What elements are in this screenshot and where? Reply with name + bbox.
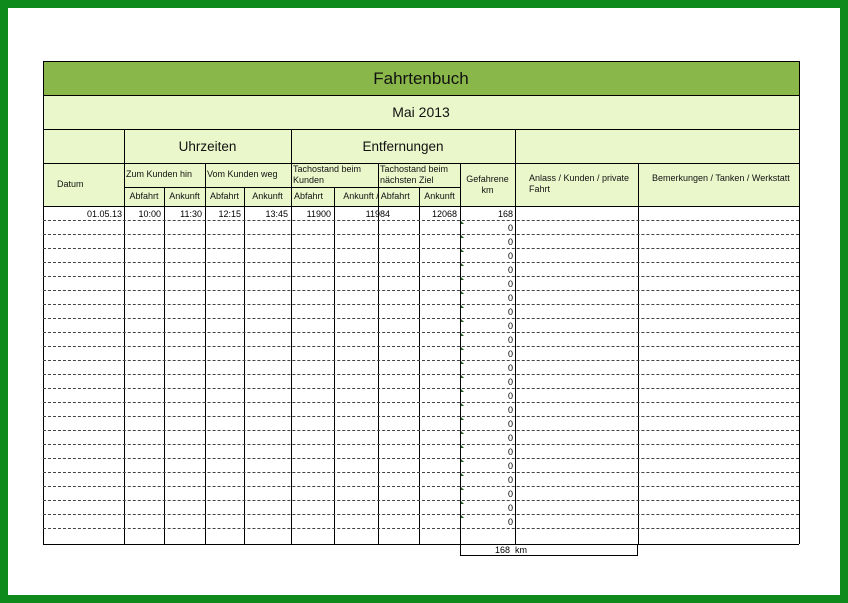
entry-arrive3: 12068 xyxy=(431,209,457,219)
formula-marker-icon xyxy=(461,375,464,378)
grid-hline xyxy=(43,360,799,361)
grid-vline xyxy=(164,187,165,544)
grid-hline xyxy=(43,402,799,403)
grid-hline xyxy=(43,163,799,164)
grid-hline xyxy=(43,290,799,291)
formula-marker-icon xyxy=(461,347,464,350)
grid-hline xyxy=(43,544,799,545)
grid-vline xyxy=(244,187,245,544)
km-value-empty: 0 xyxy=(507,391,513,401)
km-value-empty: 0 xyxy=(507,363,513,373)
total-unit: km xyxy=(515,545,527,555)
km-value-empty: 0 xyxy=(507,475,513,485)
sub-ankunft-1: Ankunft xyxy=(169,191,200,202)
grid-vline xyxy=(799,61,800,544)
formula-marker-icon xyxy=(461,389,464,392)
grid-hline xyxy=(43,486,799,487)
page xyxy=(8,8,840,595)
col-datum: Datum xyxy=(57,179,84,189)
grid-hline xyxy=(43,416,799,417)
col-gefahrene-km: Gefahrene km xyxy=(466,174,509,195)
km-value-empty: 0 xyxy=(507,265,513,275)
km-value-empty: 0 xyxy=(507,517,513,527)
grid-vline xyxy=(291,129,292,544)
sub-ankunft-3: Ankunft xyxy=(424,191,455,202)
formula-marker-icon xyxy=(461,501,464,504)
col-bemerkungen: Bemerkungen / Tanken / Werkstatt xyxy=(652,173,790,183)
group-entfernungen: Entfernungen xyxy=(362,138,444,154)
formula-marker-icon xyxy=(461,361,464,364)
formula-marker-icon xyxy=(461,249,464,252)
entry-arrive1: 11:30 xyxy=(180,209,202,219)
grid-hline xyxy=(43,388,799,389)
formula-marker-icon xyxy=(461,403,464,406)
grid-vline xyxy=(124,129,125,544)
col-tachostand-ziel: Tachostand beim nächsten Ziel xyxy=(380,164,449,185)
entry-depart3: 11900 xyxy=(306,209,331,219)
km-value-empty: 0 xyxy=(507,307,513,317)
grid-hline xyxy=(43,220,799,221)
formula-marker-icon xyxy=(461,221,464,224)
formula-marker-icon xyxy=(461,305,464,308)
sub-ankunft-abfahrt: Ankunft / Abfahrt xyxy=(343,191,410,202)
col-zum-kunden-hin: Zum Kunden hin xyxy=(126,169,193,179)
grid-hline xyxy=(43,472,799,473)
grid-hline xyxy=(43,514,799,515)
grid-hline xyxy=(43,304,799,305)
grid-vline xyxy=(515,129,516,544)
km-value-empty: 0 xyxy=(507,279,513,289)
formula-marker-icon xyxy=(461,515,464,518)
formula-marker-icon xyxy=(461,333,464,336)
month-label: Mai 2013 xyxy=(43,95,799,129)
entry-depart1: 10:00 xyxy=(138,209,161,219)
km-value-empty: 0 xyxy=(507,433,513,443)
grid-hline xyxy=(43,318,799,319)
grid-hline xyxy=(43,234,799,235)
total-value: 168 xyxy=(494,545,510,555)
formula-marker-icon xyxy=(461,263,464,266)
entry-arrive2: 13:45 xyxy=(265,209,288,219)
formula-marker-icon xyxy=(461,459,464,462)
grid-hline xyxy=(43,248,799,249)
formula-marker-icon xyxy=(461,473,464,476)
sub-abfahrt-1: Abfahrt xyxy=(129,191,159,202)
entry-km: 168 xyxy=(497,209,513,219)
group-uhrzeiten: Uhrzeiten xyxy=(178,138,237,154)
grid-vline xyxy=(419,187,420,544)
km-value-empty: 0 xyxy=(507,321,513,331)
grid-hline xyxy=(43,346,799,347)
formula-marker-icon xyxy=(461,487,464,490)
formula-marker-icon xyxy=(461,431,464,434)
sub-abfahrt-2: Abfahrt xyxy=(209,191,240,202)
formula-marker-icon xyxy=(461,445,464,448)
km-value-empty: 0 xyxy=(507,489,513,499)
grid-hline xyxy=(43,276,799,277)
formula-marker-icon xyxy=(461,277,464,280)
entry-depart2: 12:15 xyxy=(218,209,241,219)
km-value-empty: 0 xyxy=(507,349,513,359)
km-value-empty: 0 xyxy=(507,251,513,261)
km-value-empty: 0 xyxy=(507,237,513,247)
km-value-empty: 0 xyxy=(507,223,513,233)
km-value-empty: 0 xyxy=(507,447,513,457)
entry-date: 01.05.13 xyxy=(86,209,122,219)
grid-hline xyxy=(43,374,799,375)
grid-hline xyxy=(43,528,799,529)
grid-hline xyxy=(43,430,799,431)
entry-arrive-depart: 11984 xyxy=(365,209,390,219)
logbook-table xyxy=(43,61,799,555)
formula-marker-icon xyxy=(461,417,464,420)
formula-marker-icon xyxy=(461,319,464,322)
km-value-empty: 0 xyxy=(507,461,513,471)
grid-hline xyxy=(43,61,799,62)
grid-hline xyxy=(43,262,799,263)
formula-marker-icon xyxy=(461,291,464,294)
grid-hline xyxy=(43,458,799,459)
col-vom-kunden-weg: Vom Kunden weg xyxy=(207,169,278,179)
km-value-empty: 0 xyxy=(507,503,513,513)
col-anlass: Anlass / Kunden / private Fahrt xyxy=(529,173,630,194)
page-title: Fahrtenbuch xyxy=(43,61,799,95)
grid-hline xyxy=(43,332,799,333)
grid-hline xyxy=(124,187,460,188)
formula-marker-icon xyxy=(461,235,464,238)
grid-hline xyxy=(43,500,799,501)
grid-hline xyxy=(43,206,799,207)
km-value-empty: 0 xyxy=(507,335,513,345)
grid-vline xyxy=(334,187,335,544)
km-value-empty: 0 xyxy=(507,293,513,303)
km-value-empty: 0 xyxy=(507,419,513,429)
sub-abfahrt-3: Abfahrt xyxy=(294,191,324,202)
sub-ankunft-2: Ankunft xyxy=(252,191,283,202)
grid-hline xyxy=(43,129,799,130)
grid-hline xyxy=(43,444,799,445)
km-value-empty: 0 xyxy=(507,377,513,387)
km-value-empty: 0 xyxy=(507,405,513,415)
col-tachostand-kunden: Tachostand beim Kunden xyxy=(293,164,362,185)
grid-hline xyxy=(43,95,799,96)
